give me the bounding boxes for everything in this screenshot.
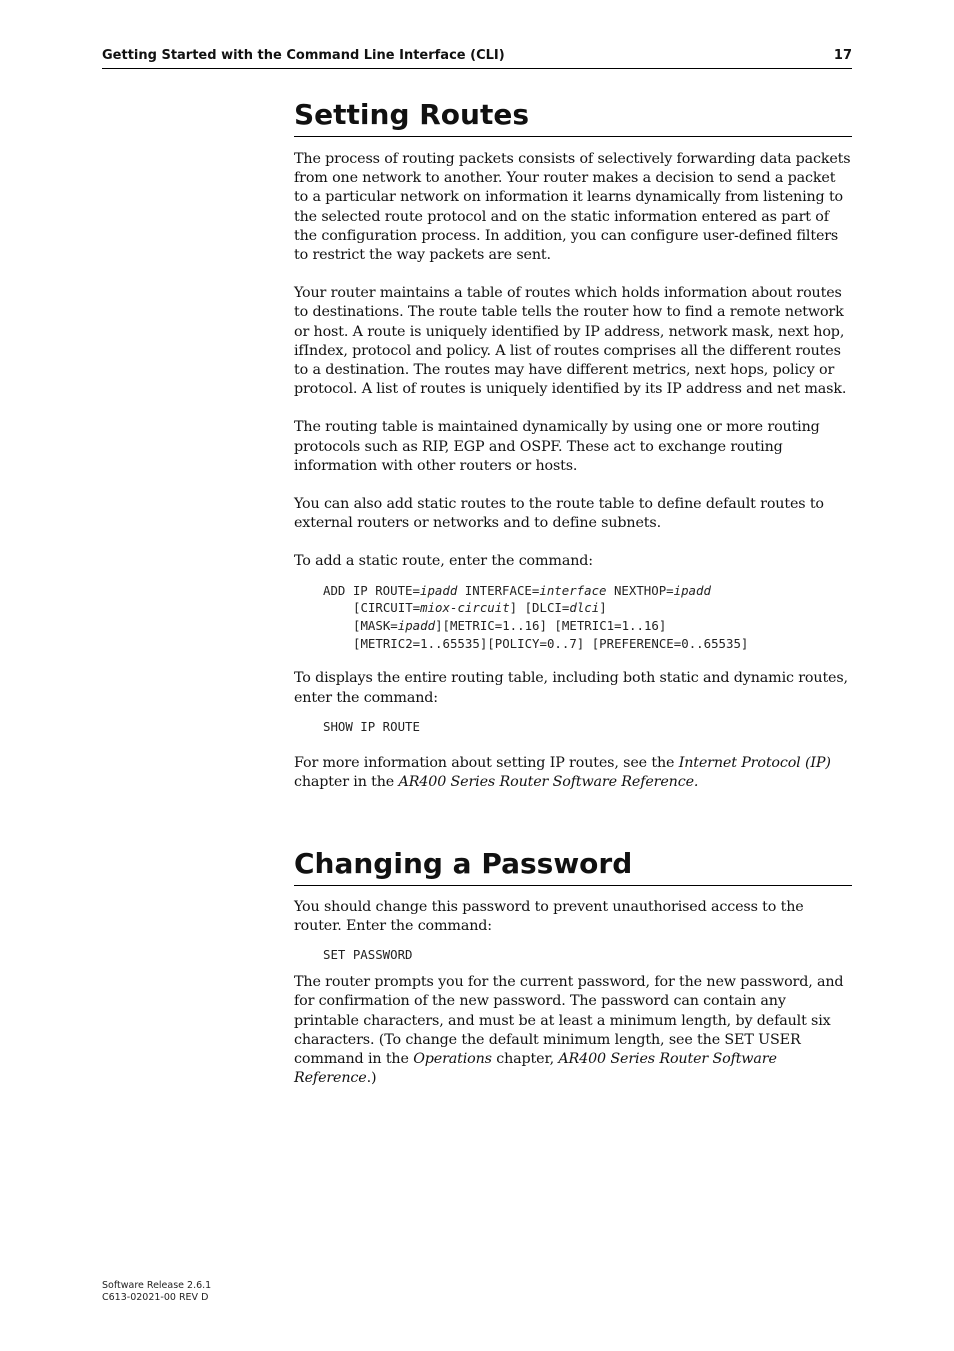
code-show-ip-route: SHOW IP ROUTE: [323, 718, 420, 734]
page-content: [294, 96, 852, 1088]
page-number: 17: [833, 48, 852, 63]
paragraph-show-route-intro: To displays the entire routing table, including both static and dynamic routes, enter the command:: [294, 670, 848, 706]
paragraph-change-password: You should change this password to prevent unauthorised access to the router. Enter the command:: [294, 898, 804, 935]
paragraph-routing-protocols: The routing table is maintained dynamically by using one or more routing protocols such as RIP, EGP and OSPF. These act to exchange routing information with other routers or hosts.: [294, 419, 820, 474]
paragraph-route-table: Your router maintains a table of routes which holds information about routes to destinations. The route table tells the router how to find a remote network or host. A route is uniquely identified by IP address, network mask, next hop, ifIndex, protocol and policy. A list of routes comprises all the different routes to a destination. The routes may have different metrics, next hops, policy or protocol. A list of routes is uniquely identified by its IP address and net mask.: [294, 285, 847, 398]
paragraph-password-prompts: The router prompts you for the current password, for the new password, and for confirmation of the new password. The password can contain any printable characters, and must be at least a minimum length, by default six characters. (To change the default minimum length, see the SET USER command in the Operations chapter, AR400 Series Router Software Reference.): [294, 974, 844, 1087]
paragraph-add-route-intro: To add a static route, enter the command:: [294, 553, 593, 570]
section-heading-changing-password: Changing a Password: [294, 845, 852, 886]
code-add-ip-route: ADD IP ROUTE=ipadd INTERFACE=interface NEXTHOP=ipadd [CIRCUIT=miox-circuit] [DLCI=dlci] [MASK=ipadd][METRIC=1..16] [METRIC1=1..16] [METRIC2=1..65535][POLICY=0..7] [PREFERENCE=0..65535]: [323, 582, 749, 651]
paragraph-routing-process: The process of routing packets consists of selectively forwarding data packets from one network to another. Your router makes a decision to send a packet to a particular network on information it learns dynamically from listening to the selected route protocol and on the static information entered as part of the configuration process. In addition, you can configure user-defined filters to restrict the way packets are sent.: [294, 151, 851, 264]
footer-release: Software Release 2.6.1: [102, 1280, 212, 1291]
section-heading-setting-routes: Setting Routes: [294, 96, 852, 137]
paragraph-static-routes: You can also add static routes to the route table to define default routes to external routers or networks and to define subnets.: [294, 496, 824, 532]
footer-doc-code: C613-02021-00 REV D: [102, 1291, 209, 1303]
header-title: Getting Started with the Command Line Interface (CLI): [102, 48, 505, 63]
page-footer: [102, 1280, 211, 1303]
code-set-password: SET PASSWORD: [323, 947, 413, 963]
paragraph-more-info: For more information about setting IP routes, see the Internet Protocol (IP) chapter in the AR400 Series Router Software Reference.: [294, 754, 831, 790]
running-header: [102, 48, 852, 69]
